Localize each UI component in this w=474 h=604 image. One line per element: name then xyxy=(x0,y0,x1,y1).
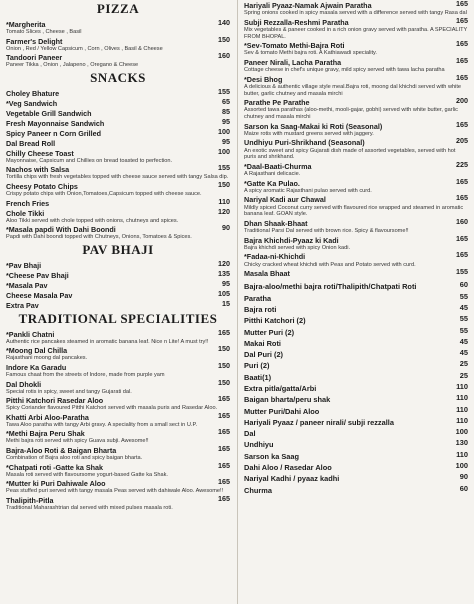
menu-item-name: Nariyal Kadi aur Chawal xyxy=(244,195,326,205)
menu-item-name: Spicy Paneer n Corn Grilled xyxy=(6,128,102,138)
menu-item-name: Undhiyu xyxy=(244,440,274,450)
menu-item xyxy=(6,118,230,128)
menu-item xyxy=(6,88,230,98)
menu-item-price: 165 xyxy=(456,72,468,82)
menu-item-description: Chicky cracked wheat khichdi with Peas and Potato served with curd. xyxy=(244,261,416,268)
menu-item xyxy=(244,314,468,325)
menu-item-price: 55 xyxy=(459,291,468,301)
menu-item-name: Khatti Arbi Aloo-Paratha xyxy=(6,412,89,422)
menu-item xyxy=(6,478,230,495)
menu-item-description: Authentic rice pancakes steamed in aromatic banana leaf. Nice n Lite! A must try!! xyxy=(6,338,209,345)
menu-item-description: Sev & tomato Methi bajra roti. A Kathiawadi speciality. xyxy=(244,50,377,57)
menu-item-name: Chole Tikki xyxy=(6,208,45,218)
menu-item-name: Undhiyu Puri-Shrikhand (Seasonal) xyxy=(244,138,365,148)
menu-item-price: 95 xyxy=(222,116,230,126)
menu-item-price: 165 xyxy=(218,443,230,453)
menu-item xyxy=(244,194,468,217)
menu-item-name: Mutter Puri (2) xyxy=(244,327,295,337)
menu-item xyxy=(244,359,468,370)
menu-item-name: Dhan Shaak-Bhaat xyxy=(244,218,308,228)
menu-item-price: 95 xyxy=(222,136,230,146)
menu-item xyxy=(244,450,468,461)
menu-item-price: 100 xyxy=(455,427,468,437)
menu-item xyxy=(6,108,230,118)
menu-item-name: Masala Bhaat xyxy=(244,269,290,279)
menu-item xyxy=(6,128,230,138)
menu-item xyxy=(6,412,230,429)
menu-item-price: 110 xyxy=(456,393,468,403)
menu-item-description: Peas stuffed puri served with tangy masala Peas served with dahiwale Aloo. Awesome!! xyxy=(6,488,224,495)
menu-item-price: 130 xyxy=(455,438,468,448)
menu-item-name: Puri (2) xyxy=(244,361,270,371)
menu-item-price: 150 xyxy=(218,360,230,370)
menu-item-name: *Daal-Baati-Churma xyxy=(244,161,312,171)
pav-bhaji-list xyxy=(6,260,230,310)
menu-item-price: 15 xyxy=(222,298,230,308)
menu-item-price: 155 xyxy=(218,86,230,96)
menu-item-price: 160 xyxy=(218,51,230,61)
menu-item-description: Tortilla chips with fresh vegetables topped with cheese sauce served with tangy Salsa dip. xyxy=(6,174,229,181)
menu-item-price: 100 xyxy=(218,126,230,136)
menu-item-name: Dahi Aloo / Rasedar Aloo xyxy=(244,463,332,473)
menu-item-name: Pitthi Katchori (2) xyxy=(244,316,306,326)
menu-item-price: 165 xyxy=(456,39,468,49)
menu-item-price: 65 xyxy=(222,96,230,106)
menu-item xyxy=(6,290,230,300)
menu-item-price: 120 xyxy=(218,258,230,268)
menu-item-name: *Veg Sandwich xyxy=(6,98,58,108)
menu-item-price: 150 xyxy=(218,377,230,387)
menu-item-description: Crispy potato chips with Onion,Tomatoes,Capsicum topped with cheese sauce. xyxy=(6,190,202,197)
menu-item xyxy=(6,52,230,69)
menu-item xyxy=(244,97,468,120)
menu-item xyxy=(244,268,468,278)
menu-item-name: *Moong Dal Chilla xyxy=(6,346,68,356)
menu-item-price: 155 xyxy=(218,163,230,173)
menu-item-name: Nariyal Kadhi / pyaaz kadhi xyxy=(244,474,340,484)
menu-item-name: Indore Ka Garadu xyxy=(6,362,67,372)
menu-item xyxy=(244,382,468,393)
menu-item-price: 55 xyxy=(459,314,468,324)
menu-item-description: Paneer Tikka , Onion , Jalapeno , Oregano & Cheese xyxy=(6,62,139,69)
menu-item-name: *Mutter ki Puri Dahiwale Aloo xyxy=(6,479,106,489)
menu-item-price: 110 xyxy=(456,404,468,414)
menu-item-description: Mayonnaise, Capsicum and Chillies on bread toasted to perfection. xyxy=(6,157,173,164)
menu-item xyxy=(244,218,468,235)
menu-item-description: A Rajasthani delicacie. xyxy=(244,170,301,177)
menu-item-price: 110 xyxy=(456,415,468,425)
menu-item-name: Thalipith-Pitla xyxy=(6,495,54,505)
menu-item-price: 110 xyxy=(218,196,230,206)
menu-item xyxy=(244,472,468,483)
menu-item-description: Traditional Maharashtrian dal served with mixed pulses masala roti. xyxy=(6,504,173,511)
menu-item xyxy=(244,251,468,268)
menu-item xyxy=(6,345,230,362)
menu-item-price: 165 xyxy=(456,233,468,243)
menu-item xyxy=(244,292,468,303)
menu-item-name: Choley Bhature xyxy=(6,88,60,98)
menu-item xyxy=(6,224,230,241)
menu-item-price: 165 xyxy=(218,477,230,487)
menu-item-price: 45 xyxy=(459,336,468,346)
menu-item-name: *Desi Bhog xyxy=(244,74,283,84)
menu-item-description: Maize rotis with mustard greens served with jaggery. xyxy=(244,130,374,137)
menu-item-description: Assorted tawa parathas (aloo-methi, mooli-gajar, gobhi) served with white butter, garlic chutney and masala mirchi xyxy=(244,107,458,120)
menu-item-description: Methi bajra roti served with spicy Guava subji. Awesome!! xyxy=(6,438,149,445)
menu-item-description: Famous chaat from the streets of Indore, made from purple yam xyxy=(6,371,165,378)
menu-item xyxy=(244,303,468,314)
menu-item-name: Paratha xyxy=(244,293,272,303)
menu-item-name: Pitthi Katchori Rasedar Aloo xyxy=(6,396,104,406)
column-divider xyxy=(237,0,238,604)
menu-item-price: 150 xyxy=(218,344,230,354)
menu-item xyxy=(6,395,230,412)
menu-item-name: *Pankli Chatni xyxy=(6,329,55,339)
menu-item xyxy=(6,181,230,198)
menu-item-name: *Margherita xyxy=(6,20,46,29)
menu-item-price: 165 xyxy=(456,0,468,8)
menu-item xyxy=(6,98,230,108)
menu-item xyxy=(6,36,230,53)
menu-item-price: 45 xyxy=(459,302,468,312)
menu-item-name: *Methi Bajra Peru Shak xyxy=(6,429,85,439)
menu-item-name: *Chatpati roti -Gatte ka Shak xyxy=(6,462,104,472)
menu-item-name: Sarson ka Saag-Makai ki Roti (Seasonal) xyxy=(244,121,383,131)
menu-item-price: 110 xyxy=(456,382,468,391)
menu-item xyxy=(6,495,230,512)
menu-item-price: 25 xyxy=(459,370,468,380)
menu-item xyxy=(244,74,468,97)
menu-item xyxy=(6,379,230,396)
menu-item xyxy=(6,300,230,310)
menu-item-name: Paneer Nirali, Lacha Paratha xyxy=(244,57,342,67)
menu-item-name: Subji Rezzalla-Reshmi Paratha xyxy=(244,17,349,27)
menu-item-price: 25 xyxy=(459,359,468,369)
menu-item xyxy=(6,329,230,346)
menu-item-name: Dal Puri (2) xyxy=(244,350,284,360)
menu-item-name: Mutter Puri/Dahi Aloo xyxy=(244,406,320,416)
traditional-list xyxy=(6,329,230,512)
menu-item-description: Rajasthani moong dal pancakes. xyxy=(6,355,88,362)
menu-item-price: 105 xyxy=(218,288,230,298)
menu-item-description: Aloo Tikki served with chole topped with onions, chutneys and spices. xyxy=(6,217,179,224)
menu-item-price: 205 xyxy=(456,136,468,146)
menu-item-name: Cheesy Potato Chips xyxy=(6,181,78,191)
menu-item-name: Bajra roti xyxy=(244,304,277,314)
menu-item-description: Tomato Slices , Cheese , Basil xyxy=(6,29,82,35)
menu-item-description: Special rotis in spicy, sweet and tangy Gujarati dal. xyxy=(6,388,132,395)
menu-item xyxy=(244,348,468,359)
menu-item xyxy=(244,337,468,348)
menu-item xyxy=(6,260,230,270)
snacks-list xyxy=(6,88,230,241)
section-title-pizza: PIZZA xyxy=(96,1,140,16)
menu-item xyxy=(244,161,468,178)
menu-item-name: Baati(1) xyxy=(244,372,272,382)
menu-item xyxy=(6,19,230,36)
menu-item-price: 90 xyxy=(222,223,230,233)
menu-item xyxy=(6,198,230,208)
menu-item-name: Farmer's Delight xyxy=(6,36,63,46)
menu-item-name: *Sev-Tomato Methi-Bajra Roti xyxy=(244,41,345,51)
menu-item xyxy=(244,393,468,404)
menu-item-name: Tandoori Paneer xyxy=(6,53,63,63)
menu-item-name: *Masala Pav xyxy=(6,280,48,290)
menu-item-price: 165 xyxy=(456,15,468,25)
menu-item-price: 150 xyxy=(218,34,230,44)
menu-item-description: Spicy Coriander flavoured Pitthi Katchori served with masala puris and Rasedar Aloo. xyxy=(6,405,218,412)
menu-item xyxy=(6,208,230,225)
menu-item-price: 165 xyxy=(218,460,230,470)
menu-item-name: Parathe Pe Parathe xyxy=(244,98,310,108)
menu-item xyxy=(6,280,230,290)
menu-item-name: Sarson ka Saag xyxy=(244,451,300,461)
menu-item-price: 120 xyxy=(218,206,230,216)
menu-item xyxy=(244,57,468,74)
menu-item-price: 165 xyxy=(218,327,230,337)
menu-item-price: 165 xyxy=(218,394,230,404)
menu-item-price: 135 xyxy=(218,268,230,278)
menu-item-description: Traditional Parsi Dal served with brown rice. Spicy & flavoursome!! xyxy=(244,227,409,234)
menu-item-price: 85 xyxy=(222,106,230,116)
menu-item xyxy=(6,428,230,445)
menu-item-name: Dal Bread Roll xyxy=(6,138,56,148)
menu-item-price: 55 xyxy=(459,325,468,335)
menu-item-description: Mix vegetables & paneer cooked in a rich onion gravy served with paratha. A SPECIALITY FROM BHOPAL. xyxy=(244,27,468,40)
menu-item-price: 140 xyxy=(218,18,230,27)
menu-item xyxy=(6,138,230,148)
menu-item-description: Onion , Red / Yellow Capsicum , Corn , Olives , Basil & Cheese xyxy=(6,45,163,52)
menu-item-description: An exotic sweet and spicy Gujarati dish made of assorted vegetables, served with hot puris and shrikhand. xyxy=(244,147,456,161)
menu-item-name: Cheese Masala Pav xyxy=(6,290,73,300)
menu-item-name: Fresh Mayonnaise Sandwich xyxy=(6,118,105,128)
menu-item-price: 155 xyxy=(456,267,468,277)
menu-item-description: Combination of Bajra aloo roti and spicy baigan bharta. xyxy=(6,454,143,461)
menu-item-name: Extra pitla/gatta/Arbi xyxy=(244,384,317,393)
menu-item-price: 60 xyxy=(459,280,468,290)
menu-item xyxy=(244,235,468,252)
menu-item-price: 165 xyxy=(456,250,468,260)
menu-item-price: 60 xyxy=(459,483,468,493)
menu-item xyxy=(244,17,468,40)
menu-item xyxy=(6,445,230,462)
menu-item-name: Dal Dhokli xyxy=(6,379,42,389)
menu-item xyxy=(244,280,468,291)
menu-item xyxy=(244,371,468,382)
left-column xyxy=(6,0,230,511)
menu-item-description: Spring onions cooked in spicy masala served with a difference served with tangy Rasa dal xyxy=(244,10,467,17)
menu-item-price: 165 xyxy=(456,119,468,129)
breads-sides-list xyxy=(244,280,468,495)
menu-item-price: 165 xyxy=(218,493,230,503)
menu-item-price: 165 xyxy=(456,193,468,203)
menu-item-description: Masala roti served with flavoursome yogurt-based Gatte ka Shak. xyxy=(6,471,168,478)
menu-item-name: Chilly Cheese Toast xyxy=(6,148,74,158)
menu-item xyxy=(244,461,468,472)
menu-item-name: Bajra-aloo/methi bajra roti/Thalipith/Chatpati Roti xyxy=(244,282,417,292)
menu-item-price: 95 xyxy=(222,278,230,288)
menu-item-price: 225 xyxy=(456,159,468,169)
menu-item xyxy=(244,40,468,57)
menu-item-name: Churma xyxy=(244,485,272,495)
menu-item xyxy=(244,405,468,416)
menu-item-description: Cottage cheese in chef's unique gravy, mild spicy served with tawa lacha paratha xyxy=(244,67,445,74)
menu-item-price: 165 xyxy=(456,176,468,186)
menu-item xyxy=(244,326,468,337)
menu-item-description: A spicy aromatic Rajasthani pulao served with curd. xyxy=(244,187,372,194)
menu-item xyxy=(244,484,468,495)
menu-item-description: A delicious & authentic village style meal.Bajra roti, moong dal khichdi served with white butter, garlic chutney and masala mirchi xyxy=(244,83,462,97)
menu-item-name: Hariyali Pyaaz-Namak Ajwain Paratha xyxy=(244,1,372,10)
menu-item-description: Bajra khichdi served with spicy Onion kadi. xyxy=(244,244,351,251)
menu-item-name: *Masala papdi With Dahi Boondi xyxy=(6,225,116,235)
menu-item xyxy=(244,416,468,427)
menu-item xyxy=(6,462,230,479)
menu-item-name: *Gatte Ka Pulao. xyxy=(244,178,300,188)
menu-item-price: 45 xyxy=(459,348,468,358)
menu-item-price: 100 xyxy=(455,461,468,471)
menu-item-price: 200 xyxy=(456,96,468,106)
menu-item-price: 100 xyxy=(218,146,230,156)
section-title-snacks: SNACKS xyxy=(90,69,146,85)
menu-item-name: Dal xyxy=(244,429,256,439)
menu-item-name: Vegetable Grill Sandwich xyxy=(6,108,92,118)
menu-item-price: 165 xyxy=(456,55,468,65)
menu-item-price: 150 xyxy=(218,179,230,189)
menu-item xyxy=(6,270,230,280)
menu-item-price: 160 xyxy=(456,216,468,226)
menu-item-price: 165 xyxy=(218,410,230,420)
right-column xyxy=(244,0,468,495)
menu-item-name: *Pav Bhaji xyxy=(6,260,42,270)
menu-item xyxy=(6,164,230,181)
menu-item-name: *Fadaa-ni-Khichdi xyxy=(244,252,306,262)
menu-item-description: Mildly spiced Coconut curry served with flavoured rice wrapped and steamed in aromatic banana leaf. GOAN style. xyxy=(244,204,464,218)
menu-item-name: *Cheese Pav Bhaji xyxy=(6,270,69,280)
menu-item-price: 90 xyxy=(459,472,468,482)
menu-item-name: Nachos with Salsa xyxy=(6,165,70,175)
menu-item-name: Makai Roti xyxy=(244,338,281,348)
menu-item xyxy=(6,362,230,379)
menu-item-name: Extra Pav xyxy=(6,300,39,310)
menu-item-name: Baigan bharta/peru shak xyxy=(244,395,331,405)
menu-item-description: Papdi with Dahi boondi topped with Chutneys, Onions, Tomatoes & Spices. xyxy=(6,234,192,241)
menu-item xyxy=(244,438,468,449)
menu-item-price: 165 xyxy=(218,427,230,437)
menu-item xyxy=(244,427,468,438)
menu-item xyxy=(244,0,468,17)
menu-item-name: Bajra-Aloo Roti & Baigan Bharta xyxy=(6,445,117,455)
menu-item xyxy=(6,148,230,165)
menu-item-name: Bajra Khichdi-Pyaaz ki Kadi xyxy=(244,235,339,245)
menu-item-name: Hariyali Pyaaz / paneer nirali/ subji rezzalla xyxy=(244,417,394,427)
menu-item-description: Tawa Aloo paratha with tangy Arbi gravy. A speciality from a small sect in U.P. xyxy=(6,421,198,428)
pizza-list xyxy=(6,19,230,69)
menu-item-name: French Fries xyxy=(6,198,50,208)
menu-item xyxy=(244,137,468,160)
menu-item-price: 110 xyxy=(456,449,468,459)
specials-list xyxy=(244,0,468,278)
section-title-pav-bhaji: PAV BHAJI xyxy=(82,241,154,257)
menu-item xyxy=(244,121,468,138)
menu-item xyxy=(244,178,468,195)
section-title-traditional: TRADITIONAL SPECIALITIES xyxy=(18,310,218,326)
